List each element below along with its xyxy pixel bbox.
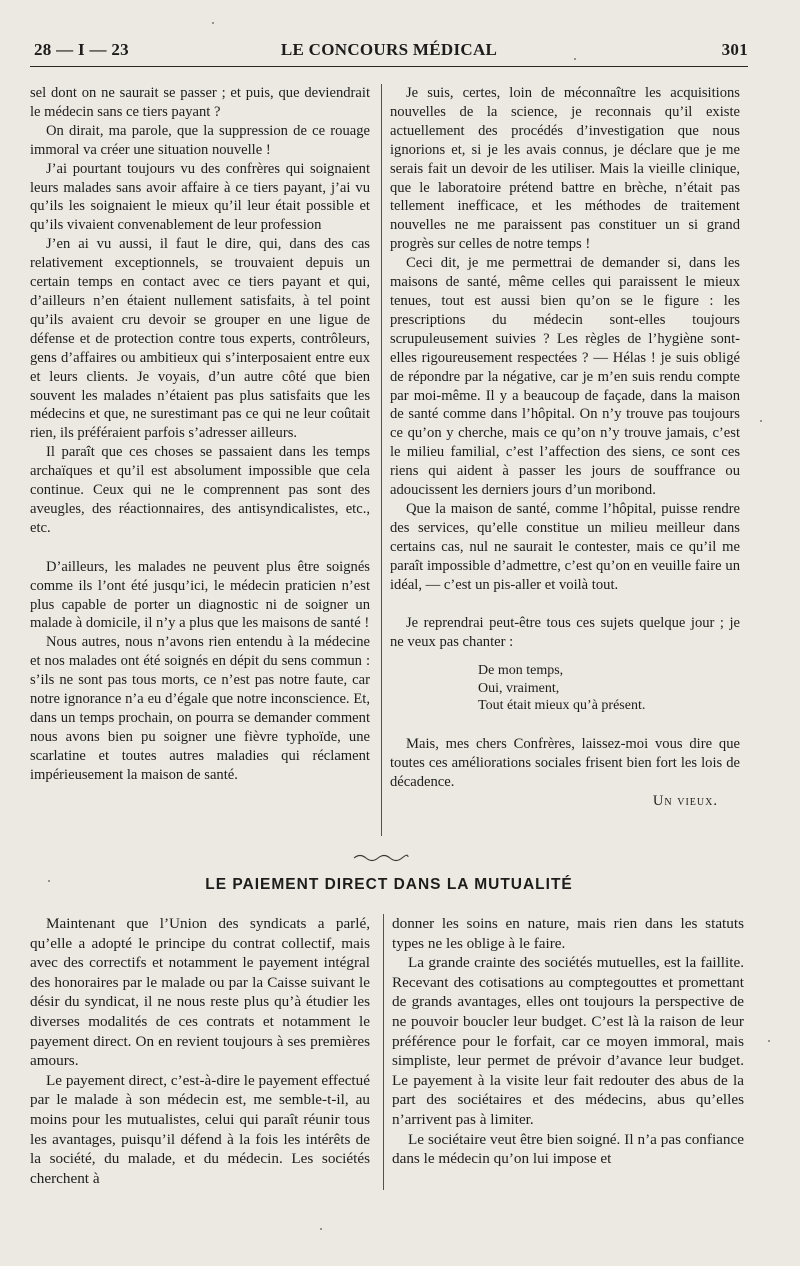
paragraph: Le sociétaire veut être bien soigné. Il n’a pas confiance dans le médecin qu’on lui impose et: [392, 1130, 744, 1168]
paragraph: D’ailleurs, les malades ne peuvent plus être soignés comme ils l’ont été jusqu’ici, le médecin praticien n’est plus capable de porter un diagnostic ni de soigner un malade à domicile, il n’y a plus que les maisons de santé !: [30, 558, 370, 632]
paragraph: Le payement direct, c’est-à-dire le payement effectué par le malade à son médecin est, me semble-t-il, au moins pour les mutualistes, celui qui paraît réunir tous les avantages, puisqu’il défend à la fois les intérêts de la société, du malade, et du médecin. Les sociétés cherchent à: [30, 1071, 370, 1187]
paragraph: Je suis, certes, loin de méconnaître les acquisitions nouvelles de la science, je reconnais qu’il existe actuellement des procédés d’investigation que nous ignorions et, si je les avais connus, je déclare que je me serais fait un devoir de les utiliser. Mais la vieille clinique, que le laboratoire prétend battre en brèche, n’était pas tellement inefficace, et les méthodes de traitement nouvelles ne me paraissent pas constituer un si grand progrès sur celles de notre temps !: [390, 85, 740, 253]
paragraph: Nous autres, nous n’avons rien entendu à la médecine et nos malades ont été soignés en dépit du sens commun : s’ils ne sont pas tous morts, ce n’est pas notre faute, car notre ignorance n’a eu d’égale que notre inconscience. Et, dans un temps prochain, on pourra se demander comment nous avons bien pu soigner une fièvre typhoïde, une scarlatine et toutes autres maladies qui réclament impérieusement la maison de santé.: [30, 634, 370, 783]
journal-title: LE CONCOURS MÉDICAL: [280, 40, 498, 59]
paragraph: Maintenant que l’Union des syndicats a parlé, qu’elle a adopté le principe du contrat collectif, mais avec des correctifs et notamment le payement intégral des honoraires par le malade ou par la Caisse suivant le désir du syndicat, il ne nous reste plus qu’à étudier les diverses modalités de ces contrats et notamment le payement direct. On en revient toujours à ses premières amours.: [30, 915, 370, 1070]
closing-paragraph: Mais, mes chers Confrères, laissez-moi vous dire que toutes ces améliorations sociales frisent bien fort les lois de décadence.: [390, 735, 740, 790]
paragraph: On dirait, ma parole, que la suppression de ce rouage immoral va créer une situation nouvelle !: [30, 122, 370, 158]
paragraph: J’ai pourtant toujours vu des confrères qui soignaient leurs malades sans avoir affaire à ce tiers payant, j’ai vu qu’ils les soignaient le mieux qu’il leur était possible et qu’ils vivaient convenablement de leur profession: [30, 160, 370, 234]
paragraph: J’en ai vu aussi, il faut le dire, qui, dans des cas relativement exceptionnels, se trouvaient depuis un certain temps en contact avec ce tiers payant et qui, d’ailleurs n’en étaient nullement satisfaits, à tel point qu’ils avaient cru devoir se grouper en une ligue de défense et de protection contre tous experts, contrôleurs, gens d’affaires ou ambitieux qui s’interposaient entre eux et leurs clients. Je voyais, d’un autre côté que bien souvent les malades n’étaient pas plus satisfaits que les médecins et que, ne surestimant pas ce qui ne leur coûtait rien, ils préféraient parfois s’adresser ailleurs.: [30, 236, 370, 442]
paragraph: sel dont on ne saurait se passer ; et puis, que deviendrait le médecin sans ce tiers payant ?: [30, 85, 370, 120]
section-ornament: [352, 852, 410, 862]
column-divider-bottom: [383, 914, 384, 1190]
paragraph: donner les soins en nature, mais rien dans les statuts types ne les oblige à le faire.: [392, 915, 744, 952]
paragraph: Il paraît que ces choses se passaient dans les temps archaïques et qu’il est absolument impossible que cela continue. Ceux qui ne le comprennent pas sont des aveugles, des réactionnaires, des antisyndicalistes, etc., etc.: [30, 444, 370, 536]
article-column-left: [30, 914, 370, 1188]
poem-line: Oui, vraiment,: [478, 680, 560, 696]
column-top-right: [390, 84, 740, 810]
signature: Un vieux.: [652, 792, 718, 809]
poem: [478, 662, 740, 715]
paragraph: Je reprendrai peut-être tous ces sujets quelque jour ; je ne veux pas chanter :: [390, 615, 740, 651]
paragraph: La grande crainte des sociétés mutuelles, est la faillite. Recevant des cotisations au comptegouttes et promettant de grands avantages, elles ont toujours la perspective de ne pouvoir boucler leur budget. C’est là la raison de leur préférence pour le forfait, car ce moyen immoral, mais simpliste, leur permet de prévoir d’avance leur budget. Le payement à la visite leur fait redouter des abus de la part des sociétaires et des médecins, abus qu’elles n’arrivent pas à limiter.: [392, 954, 744, 1128]
poem-line: De mon temps,: [478, 663, 564, 679]
paragraph: Que la maison de santé, comme l’hôpital, puisse rendre des services, qu’elle constitue un milieu meilleur dans certains cas, nul ne saurait le contester, mais ce qu’il me paraît impossible d’admettre, c’est qu’on en veuille faire un idéal, — c’est un pis-aller et voilà tout.: [390, 500, 740, 593]
article-title: LE PAIEMENT DIRECT DANS LA MUTUALITÉ: [205, 876, 573, 893]
article-column-right: [392, 914, 744, 1169]
column-top-left: [30, 84, 370, 785]
page-header: [30, 38, 748, 67]
top-right-paragraphs: [390, 84, 740, 652]
page-number: 301: [721, 40, 748, 59]
issue-date: 28 — I — 23: [34, 40, 129, 59]
paragraph: Ceci dit, je me permettrai de demander si, dans les maisons de santé, même celles qui paraissent le mieux tenues, tout est aussi bien qu’on se le figure : les prescriptions du médecin sont-elles toujours scrupuleusement suivies ? Les règles de l’hygiène sont-elles rigoureusement respectées ? — Hélas ! je suis obligé de répondre par la négative, car je m’en suis rendu compte par moi-même. Il y a beaucoup de façade, dans la maison de santé comme dans l’hôpital. On n’y trouve pas toujours ce qu’on y cherche, mais ce qu’on n’y trouve jamais, c’est le milieu familial, c’est l’affection des siens, ce sont ces riens qui aident à passer les jours de souffrance ou adoucissent les derniers jours d’un moribond.: [390, 255, 740, 499]
poem-line: Tout était mieux qu’à présent.: [478, 698, 646, 714]
column-divider-top: [381, 84, 382, 836]
